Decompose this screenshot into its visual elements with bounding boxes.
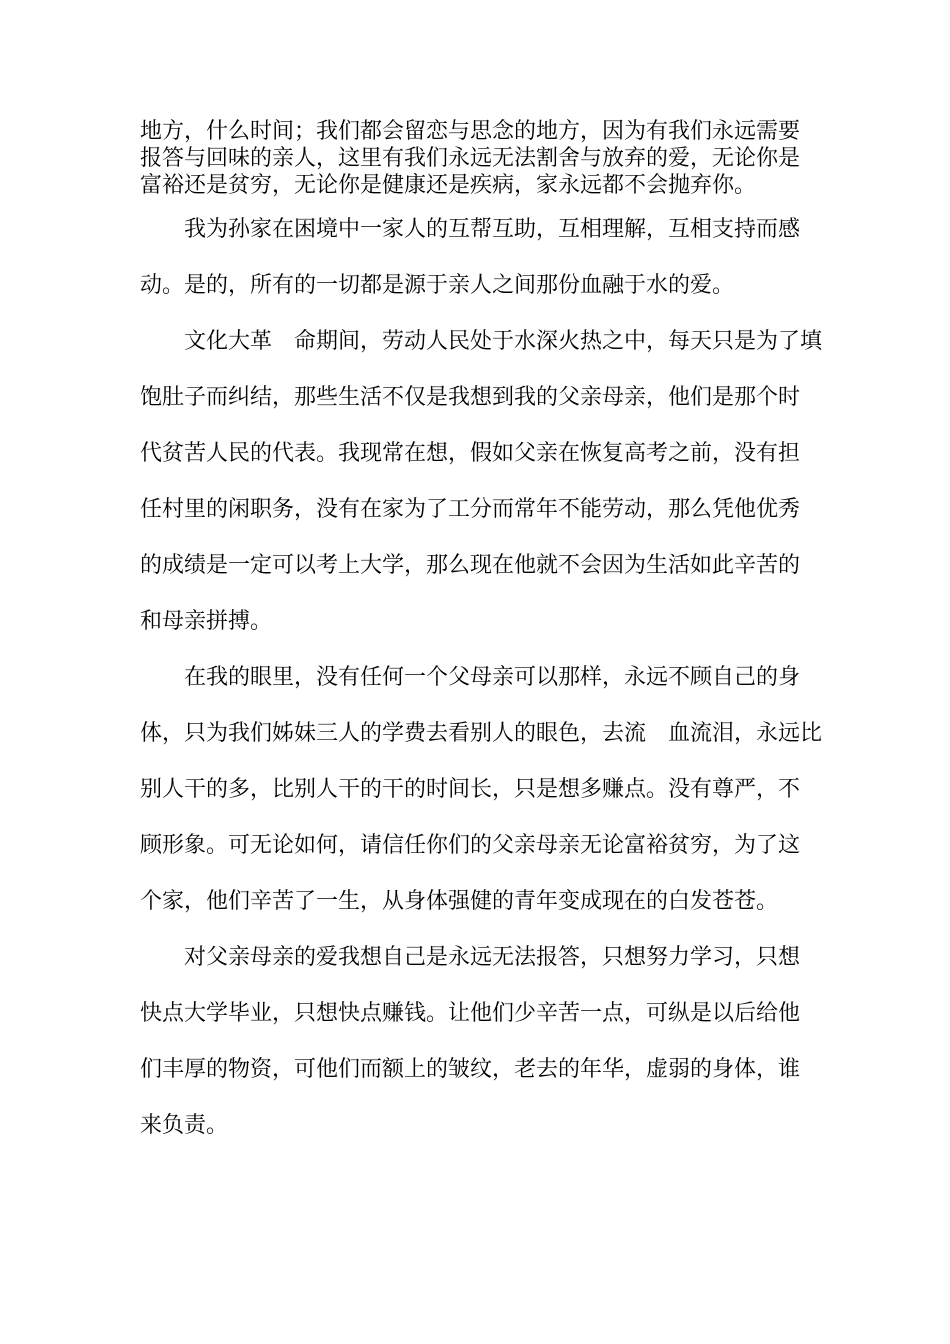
text-line: 报答与回味的亲人，这里有我们永远无法割舍与放弃的爱，无论你是 (140, 146, 801, 171)
paragraph-start-line: 文化大革 命期间，劳动人民处于水深火热之中，每天只是为了填 (184, 329, 823, 354)
text-line: 动。是的，所有的一切都是源于亲人之间那份血融于水的爱。 (140, 273, 735, 298)
text-line: 和母亲拼搏。 (140, 609, 273, 634)
text-line: 的成绩是一定可以考上大学，那么现在他就不会因为生活如此辛苦的 (140, 553, 801, 578)
text-line: 快点大学毕业，只想快点赚钱。让他们少辛苦一点，可纵是以后给他 (140, 1001, 801, 1026)
text-line: 富裕还是贫穷，无论你是健康还是疾病，家永远都不会抛弃你。 (140, 173, 757, 198)
paragraph-start-line: 在我的眼里，没有任何一个父母亲可以那样，永远不顾自己的身 (184, 665, 801, 690)
text-line: 们丰厚的物资，可他们而额上的皱纹，老去的年华，虚弱的身体，谁 (140, 1057, 801, 1082)
text-line: 来负责。 (140, 1113, 229, 1138)
paragraph-start-line: 对父亲母亲的爱我想自己是永远无法报答，只想努力学习，只想 (184, 945, 801, 970)
text-line: 体，只为我们姊妹三人的学费去看别人的眼色，去流 血流泪，永远比 (140, 721, 823, 746)
text-line: 饱肚子而纠结，那些生活不仅是我想到我的父亲母亲，他们是那个时 (140, 385, 801, 410)
paragraph-start-line: 我为孙家在困境中一家人的互帮互助，互相理解，互相支持而感 (184, 217, 801, 242)
text-line: 个家，他们辛苦了一生，从身体强健的青年变成现在的白发苍苍。 (140, 889, 779, 914)
text-line: 地方，什么时间；我们都会留恋与思念的地方，因为有我们永远需要 (140, 119, 801, 144)
text-line: 别人干的多，比别人干的干的时间长，只是想多赚点。没有尊严，不 (140, 777, 801, 802)
text-line: 代贫苦人民的代表。我现常在想，假如父亲在恢复高考之前，没有担 (140, 441, 801, 466)
text-line: 任村里的闲职务，没有在家为了工分而常年不能劳动，那么凭他优秀 (140, 497, 801, 522)
text-line: 顾形象。可无论如何，请信任你们的父亲母亲无论富裕贫穷，为了这 (140, 833, 801, 858)
